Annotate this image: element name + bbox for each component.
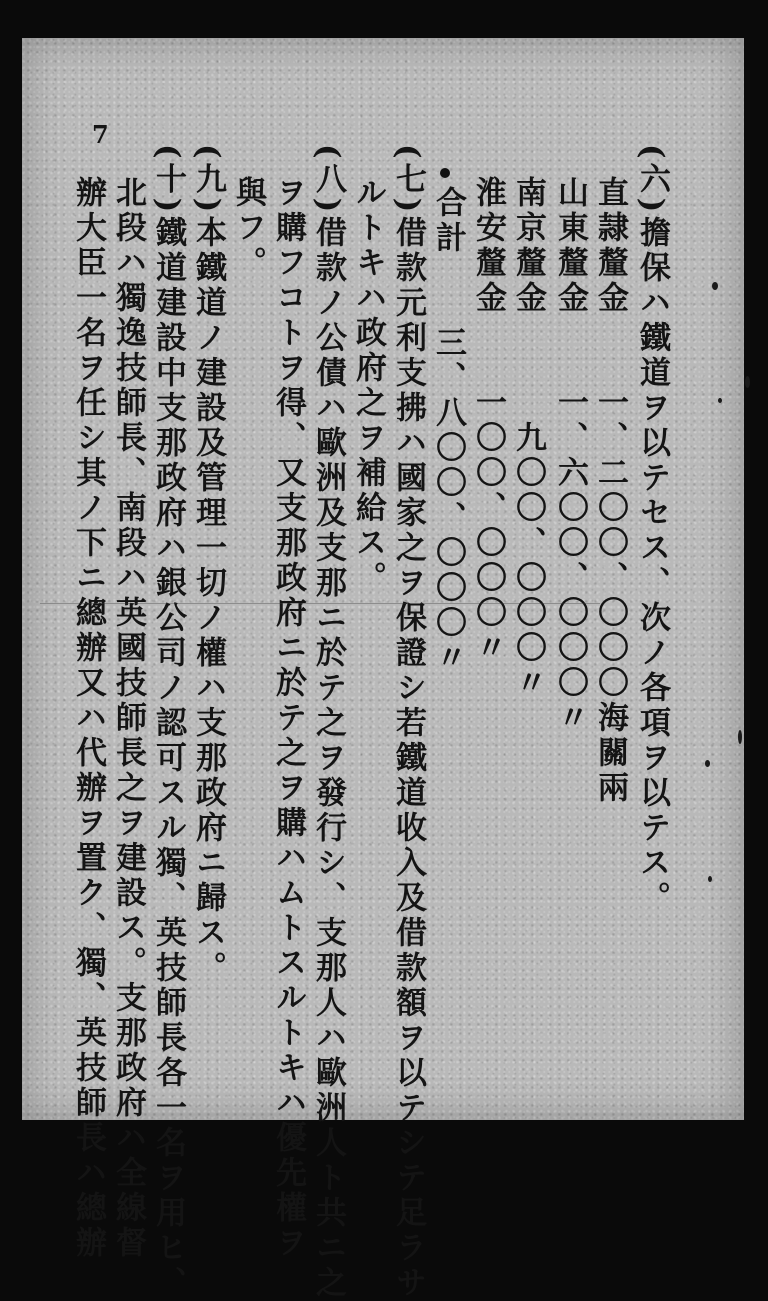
text-column-12: (九)本鐵道ノ建設及管理一切ノ權ハ支那政府ニ歸ス。 <box>190 144 226 987</box>
faint-crease-line <box>40 603 600 604</box>
text-column-1: (六)擔保ハ鐵道ヲ以テセス、次ノ各項ヲ以テス。 <box>634 144 670 917</box>
ink-speck <box>712 282 718 290</box>
text-column-3: 山東釐金 一、六〇〇、〇〇〇〃 <box>552 176 588 736</box>
text-column-8: ルトキハ政府之ヲ補給ス。 <box>350 176 386 596</box>
text-column-9: (八)借款ノ公債ハ歐洲及支那ニ於テ之ヲ發行シ、支那人ハ歐洲人ト共ニ之 <box>310 144 346 1301</box>
text-column-5: 淮安釐金 一〇〇、〇〇〇〃 <box>470 176 506 666</box>
ink-speck <box>718 398 722 403</box>
text-column-11: 與フ。 <box>230 176 266 281</box>
text-column-10: ヲ購フコトヲ得、又支那政府ニ於テ之ヲ購ハムトスルトキハ優先權ヲ <box>270 176 306 1261</box>
text-column-15: 辦大臣一名ヲ任シ其ノ下ニ總辦又ハ代辦ヲ置ク、獨、英技師長ハ總辦 <box>70 176 106 1261</box>
text-column-14: 北段ハ獨逸技師長、南段ハ英國技師長之ヲ建設ス。支那政府ハ全線督 <box>110 176 146 1261</box>
text-column-4: 南京釐金 九〇〇、〇〇〇〃 <box>510 176 546 701</box>
ink-speck <box>705 760 710 767</box>
text-column-7: (七)借款元利支拂ハ國家之ヲ保證シ若鐵道收入及借款額ヲ以テシテ足ラサ <box>390 144 426 1301</box>
ink-speck <box>745 376 750 388</box>
ink-speck <box>708 876 712 882</box>
page-number: 7 <box>92 120 109 149</box>
text-column-6: 合計 三、八〇〇、〇〇〇〃 <box>430 186 466 676</box>
bullet-dot <box>440 168 450 178</box>
text-column-2: 直隷釐金 一、二〇〇、〇〇〇海關兩 <box>592 176 628 806</box>
text-column-13: (十)鐵道建設中支那政府ハ銀公司ノ認可スル獨、英技師長各一名ヲ用ヒ、 <box>150 144 186 1301</box>
ink-speck <box>738 730 742 744</box>
